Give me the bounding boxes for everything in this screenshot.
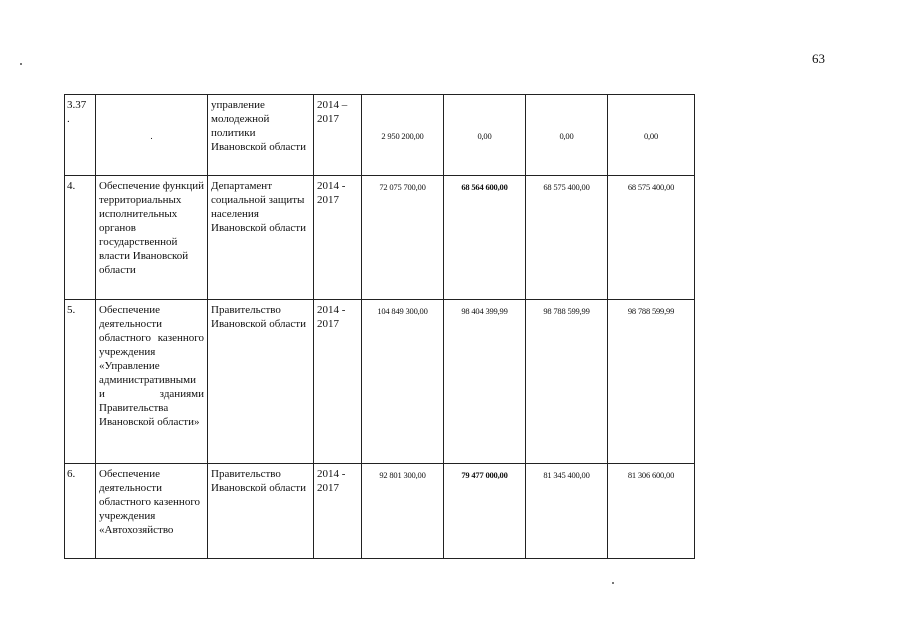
table-row — [65, 300, 695, 464]
value-2014: 2 950 200,00 — [362, 95, 444, 176]
scan-speck — [612, 582, 614, 584]
row-period — [314, 176, 362, 300]
row-period — [314, 300, 362, 464]
row-executor: управление молодежной политики Ивановской области — [208, 95, 314, 176]
value-2015: 68 564 600,00 — [444, 176, 526, 300]
value-2017: 0,00 — [608, 95, 695, 176]
row-index: 5. — [65, 300, 96, 464]
value-2017: 81 306 600,00 — [608, 464, 695, 559]
row-executor: Правительство Ивановской области — [208, 464, 314, 559]
table-row — [65, 95, 695, 176]
row-index: 6. — [65, 464, 96, 559]
row-index: 3.37 . — [65, 95, 96, 176]
value-2015: 79 477 000,00 — [444, 464, 526, 559]
scan-speck — [20, 63, 22, 65]
period-end: 2017 — [317, 194, 339, 206]
row-name-marker: . — [150, 130, 153, 141]
table-row — [65, 176, 695, 300]
value-2014: 104 849 300,00 — [362, 300, 444, 464]
value-2017: 68 575 400,00 — [608, 176, 695, 300]
value-2014: 72 075 700,00 — [362, 176, 444, 300]
row-name: Обеспечение деятельности областного казенного учреждения «Автохозяйство — [96, 464, 208, 559]
period-end: 2017 — [317, 113, 339, 125]
period-end: 2017 — [317, 482, 339, 494]
budget-table — [64, 94, 695, 559]
row-executor: Правительство Ивановской области — [208, 300, 314, 464]
period-start: 2014 - — [317, 468, 346, 480]
row-period — [314, 95, 362, 176]
value-2016: 81 345 400,00 — [526, 464, 608, 559]
value-2016: 0,00 — [526, 95, 608, 176]
page-number: 63 — [812, 51, 825, 66]
table-row — [65, 464, 695, 559]
value-2016: 68 575 400,00 — [526, 176, 608, 300]
value-2014: 92 801 300,00 — [362, 464, 444, 559]
row-executor: Департамент социальной защиты населения Ивановской области — [208, 176, 314, 300]
period-end: 2017 — [317, 318, 339, 330]
row-name: Обеспечение функций территориальных исполнительных органов государственной власти Ивановской области — [96, 176, 208, 300]
value-2016: 98 788 599,99 — [526, 300, 608, 464]
period-start: 2014 - — [317, 304, 346, 316]
row-index: 4. — [65, 176, 96, 300]
row-name — [96, 95, 208, 176]
value-2015: 98 404 399,99 — [444, 300, 526, 464]
value-2017: 98 788 599,99 — [608, 300, 695, 464]
value-2015: 0,00 — [444, 95, 526, 176]
period-start: 2014 - — [317, 180, 346, 192]
row-name: Обеспечение деятельности областного казенного учреждения «Управление административными и зданиями Правительства Ивановской области» — [96, 300, 208, 464]
row-period — [314, 464, 362, 559]
period-start: 2014 – — [317, 99, 348, 111]
